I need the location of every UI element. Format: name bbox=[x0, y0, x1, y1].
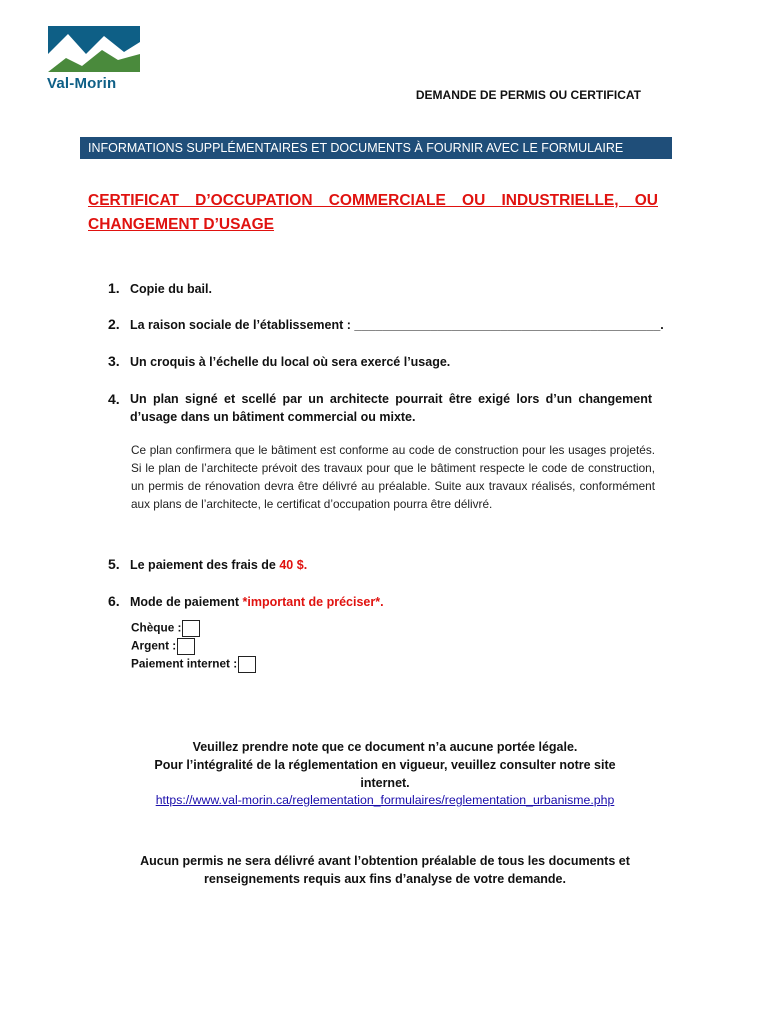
final-notice bbox=[0, 852, 770, 888]
payment-option-cash bbox=[131, 638, 195, 655]
list-item bbox=[108, 280, 212, 296]
payment-label: Paiement internet : bbox=[131, 656, 238, 671]
document-title: DEMANDE DE PERMIS OU CERTIFICAT bbox=[415, 88, 641, 102]
payment-option-internet bbox=[131, 656, 256, 673]
item-text: Un plan signé et scellé par un architecte pourrait être exigé lors d’un changement d’usage dans un bâtiment commercial ou mixte. bbox=[130, 392, 652, 424]
list-item bbox=[108, 353, 450, 369]
item-text: Mode de paiement bbox=[130, 595, 243, 609]
legal-disclaimer bbox=[0, 738, 770, 792]
payment-option-cheque bbox=[131, 620, 200, 637]
page-title: CERTIFICAT D’OCCUPATION COMMERCIALE OU INDUSTRIELLE, OU CHANGEMENT D’USAGE bbox=[88, 192, 658, 233]
item-number: 2. bbox=[108, 316, 120, 332]
list-item bbox=[108, 316, 664, 332]
final-line: Aucun permis ne sera délivré avant l’obtention préalable de tous les documents et bbox=[140, 854, 630, 868]
payment-label: Argent : bbox=[131, 638, 177, 653]
item-number: 5. bbox=[108, 556, 120, 572]
item-number: 1. bbox=[108, 280, 120, 296]
regulation-link[interactable]: https://www.val-morin.ca/reglementation_formulaires/reglementation_urbanisme.php bbox=[155, 793, 615, 807]
final-line: renseignements requis aux fins d’analyse de votre demande. bbox=[204, 872, 566, 886]
list-item bbox=[108, 390, 656, 426]
item-number: 6. bbox=[108, 593, 120, 609]
item-number: 4. bbox=[108, 391, 120, 407]
item-text: Le paiement des frais de bbox=[130, 558, 280, 572]
internet-payment-checkbox[interactable] bbox=[238, 656, 256, 673]
logo-text: Val-Morin bbox=[47, 75, 117, 92]
cheque-checkbox[interactable] bbox=[182, 620, 200, 637]
item-number: 3. bbox=[108, 353, 120, 369]
cash-checkbox[interactable] bbox=[177, 638, 195, 655]
disclaimer-line: internet. bbox=[360, 776, 410, 790]
important-note: *important de préciser*. bbox=[242, 595, 384, 609]
section-banner: INFORMATIONS SUPPLÉMENTAIRES ET DOCUMENTS À FOURNIR AVEC LE FORMULAIRE bbox=[80, 137, 672, 159]
list-item bbox=[108, 556, 307, 572]
architect-plan-note: Ce plan confirmera que le bâtiment est conforme au code de construction pour les usages projetés. Si le plan de l’architecte prévoit des travaux pour que le bâtiment respecte le code de construction, un permis de rénovation devra être délivré au préalable. Suite aux travaux réalisés, conformément aux plans de l’architecte, le certificat d’occupation pourra être délivré. bbox=[131, 443, 655, 511]
fee-amount: 40 $. bbox=[279, 558, 308, 572]
establishment-name-field[interactable]: La raison sociale de l’établissement : ____________________________________________. bbox=[130, 318, 664, 332]
item-text: Un croquis à l’échelle du local où sera exercé l’usage. bbox=[130, 355, 451, 369]
disclaimer-line: Pour l’intégralité de la réglementation en vigueur, veuillez consulter notre site bbox=[154, 758, 616, 772]
payment-label: Chèque : bbox=[131, 620, 182, 635]
disclaimer-line: Veuillez prendre note que ce document n’a aucune portée légale. bbox=[192, 740, 578, 754]
item-text: Copie du bail. bbox=[130, 282, 212, 296]
list-item bbox=[108, 593, 384, 609]
